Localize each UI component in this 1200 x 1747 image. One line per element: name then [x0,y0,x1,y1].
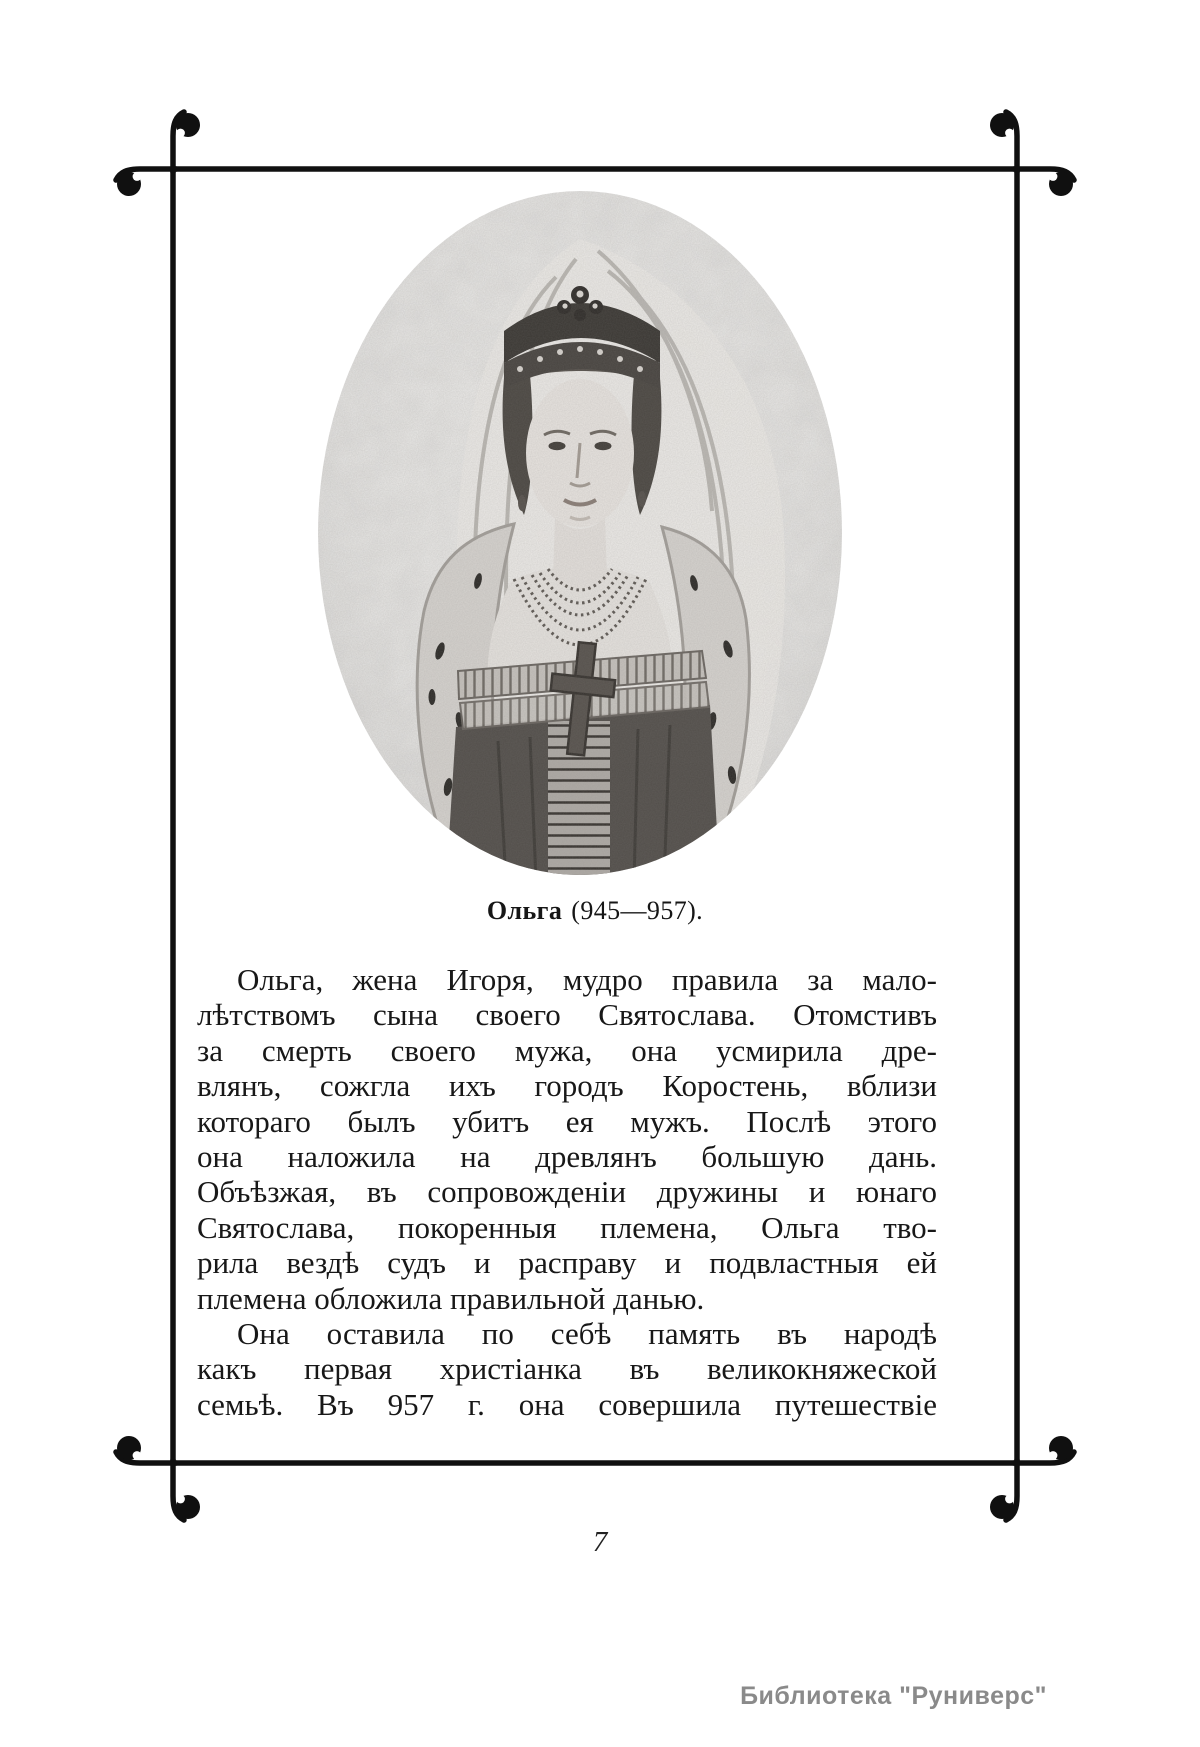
text-line: влянъ, сожгла ихъ городъ Коростень, вблизи [197,1068,937,1104]
text-line: Объѣзжая, въ сопровожденіи дружины и юнаго [197,1174,937,1210]
figure-caption [173,896,1017,926]
portrait-olga-illustration [308,181,852,885]
text-line: она наложила на древлянъ большую дань. [197,1138,937,1174]
text-line: семьѣ. Въ 957 г. она совершила путешествіе [197,1386,937,1422]
figure-caption-dates: (945—957). [571,896,704,925]
text-line: за смерть своего мужа, она усмирила дре- [197,1032,937,1068]
text-line: Святослава, покоренныя племена, Ольга тво- [197,1209,937,1245]
text-line: какъ первая христіанка въ великокняжеской [197,1351,937,1387]
text-line: рила вездѣ судъ и расправу и подвластныя ей [197,1245,937,1281]
text-line: Она оставила по себѣ память въ народѣ [237,1315,937,1351]
figure-caption-name: Ольга [486,896,563,925]
text-line: лѣтствомъ сына своего Святослава. Отомстивъ [197,997,937,1033]
page-number: 7 [592,1526,608,1558]
library-watermark: Библиотека "Руниверс" [740,1682,1047,1710]
body-text [197,962,937,1422]
text-line: племена обложила правильной данью. [197,1280,705,1316]
text-line: Ольга, жена Игоря, мудро правила за мало- [237,962,937,997]
text-line: котораго былъ убитъ ея мужъ. Послѣ этого [197,1103,937,1139]
